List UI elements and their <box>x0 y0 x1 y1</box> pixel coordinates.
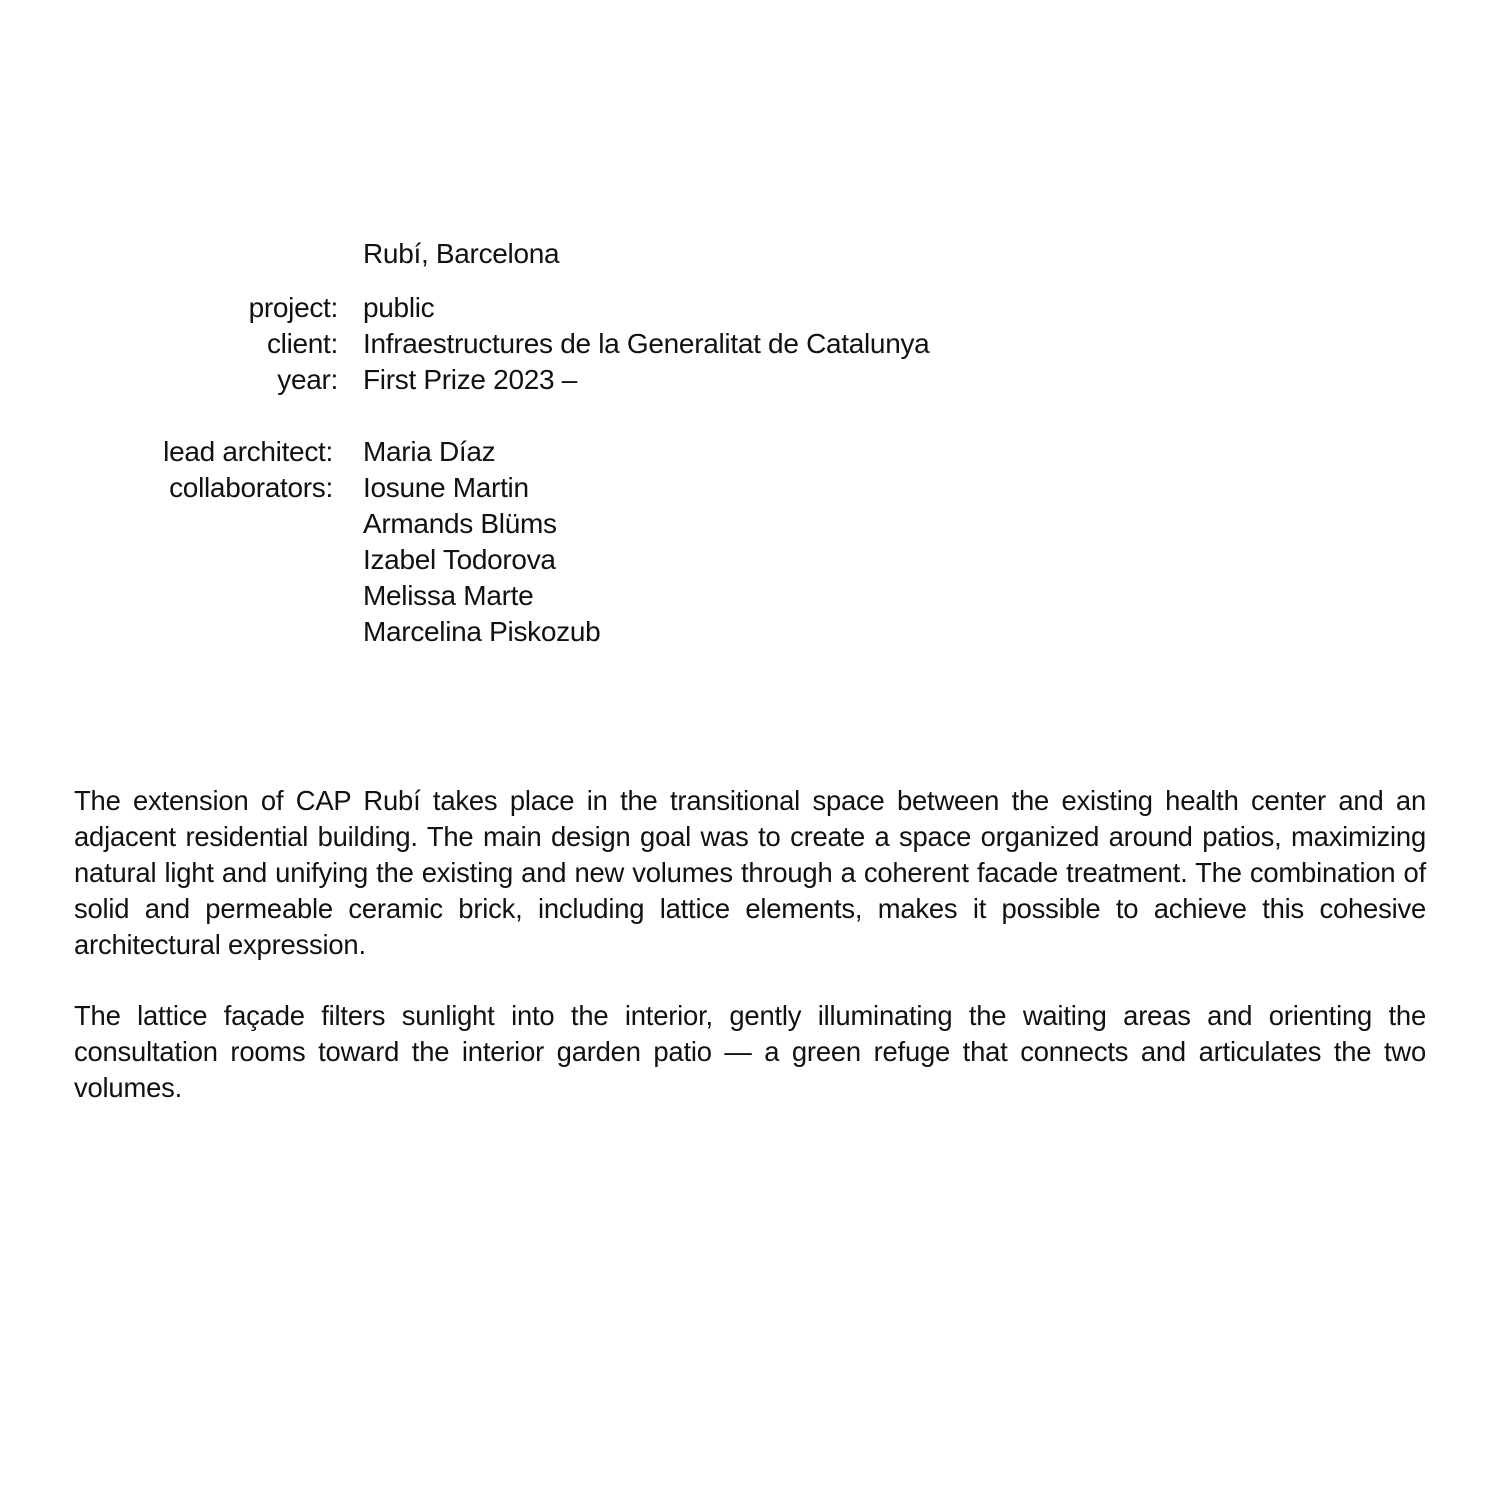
detail-value: public <box>363 292 435 323</box>
lead-architect-name: Maria Díaz <box>363 436 496 467</box>
detail-row-project <box>0 290 1500 326</box>
collaborator-row <box>0 542 1500 578</box>
detail-value: Infraestructures de la Generalitat de Catalunya <box>363 328 930 359</box>
collaborator-name: Melissa Marte <box>363 580 534 611</box>
lead-architect-row <box>0 434 1500 470</box>
detail-row-year <box>0 362 1500 398</box>
description-paragraph: The lattice façade filters sunlight into the interior, gently illuminating the waiting areas and orienting the consultation rooms toward the interior garden patio — a green refuge that connects and articulates the two volumes. <box>74 1000 1426 1103</box>
location: Rubí, Barcelona <box>363 238 560 269</box>
collaborator-row <box>0 578 1500 614</box>
detail-value: First Prize 2023 – <box>363 364 578 395</box>
detail-label: year: <box>277 364 338 395</box>
collaborator-name: Marcelina Piskozub <box>363 616 601 647</box>
collaborator-row <box>0 506 1500 542</box>
detail-label: project: <box>248 292 338 323</box>
description-paragraph: The extension of CAP Rubí takes place in the transitional space between the existing health center and an adjacent residential building. The main design goal was to create a space organized around patios, maximizing natural light and unifying the existing and new volumes through a coherent facade treatment. The combination of solid and permeable ceramic brick, including lattice elements, makes it possible to achieve this cohesive architectural expression. <box>74 785 1426 960</box>
collaborator-name: Armands Blüms <box>363 508 557 539</box>
detail-row-client <box>0 326 1500 362</box>
collaborators-row <box>0 470 1500 506</box>
collaborators-label: collaborators: <box>169 472 333 503</box>
collaborator-row <box>0 614 1500 650</box>
lead-architect-label: lead architect: <box>163 436 333 467</box>
collaborator-name: Izabel Todorova <box>363 544 556 575</box>
location-row <box>0 236 1500 272</box>
collaborator-name: Iosune Martin <box>363 472 529 503</box>
detail-label: client: <box>266 328 338 359</box>
